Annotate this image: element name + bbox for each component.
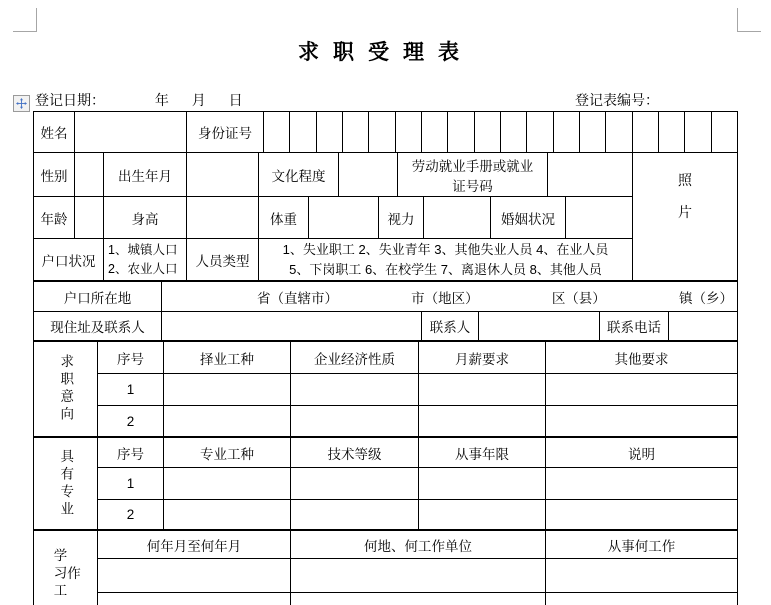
birth-label: 出生年月 <box>104 153 187 197</box>
other-req-input-cell[interactable] <box>546 406 738 438</box>
table-move-handle[interactable] <box>13 95 30 112</box>
person-type-options-cell[interactable] <box>259 239 633 282</box>
contact-input-cell[interactable] <box>479 312 600 342</box>
employment-cert-label: 劳动就业手册或就业证号码 <box>398 153 548 197</box>
job-intent-header-row <box>98 342 738 374</box>
history-row-2-partial <box>98 593 738 605</box>
name-input-cell[interactable] <box>75 112 187 153</box>
crop-mark-top-right-vertical <box>737 8 738 32</box>
id-digit-cell[interactable] <box>369 112 395 153</box>
hukou-option-1: 1、城镇人口 <box>108 242 178 257</box>
move-arrows-icon <box>16 98 27 109</box>
personal-info-block <box>34 112 738 282</box>
reg-number-label: 登记表编号： <box>575 92 659 108</box>
salary-input-cell[interactable] <box>419 374 546 406</box>
application-form-table <box>33 111 738 605</box>
birth-input-cell[interactable] <box>187 153 259 197</box>
district-label: 区（县） <box>551 290 606 306</box>
day-label: 日 <box>228 92 243 108</box>
page-title: 求职受理表 <box>298 41 473 64</box>
job-intent-row-1 <box>98 374 738 406</box>
id-digit-cell[interactable] <box>290 112 316 153</box>
row-number: 1 <box>98 374 164 406</box>
work-done-input-cell[interactable] <box>546 593 738 605</box>
row-number: 2 <box>98 500 164 531</box>
occupation-input-cell[interactable] <box>164 374 291 406</box>
hukou-options-cell[interactable] <box>104 239 187 282</box>
history-section <box>34 531 738 605</box>
height-label: 身高 <box>104 197 187 239</box>
job-intent-section <box>34 342 738 438</box>
marital-input-cell[interactable] <box>566 197 633 239</box>
col-header-place-unit: 何地、何工作单位 <box>291 531 546 559</box>
profession-header-row <box>98 438 738 468</box>
years-input-cell[interactable] <box>419 500 546 531</box>
phone-input-cell[interactable] <box>669 312 738 342</box>
employment-cert-input-cell[interactable] <box>548 153 633 197</box>
profession-row-2 <box>98 500 738 531</box>
job-intent-row-2 <box>98 406 738 438</box>
col-header-occupation: 择业工种 <box>164 342 291 374</box>
enterprise-nature-input-cell[interactable] <box>291 374 419 406</box>
work-done-input-cell[interactable] <box>546 559 738 593</box>
place-unit-input-cell[interactable] <box>291 559 546 593</box>
id-digit-cell[interactable] <box>501 112 527 153</box>
crop-mark-top-left-horizontal <box>13 31 37 32</box>
tech-grade-input-cell[interactable] <box>291 468 419 500</box>
enterprise-nature-input-cell[interactable] <box>291 406 419 438</box>
notes-input-cell[interactable] <box>546 468 738 500</box>
year-label: 年 <box>154 92 169 108</box>
gender-input-cell[interactable] <box>75 153 104 197</box>
id-digit-cell[interactable] <box>606 112 632 153</box>
tech-grade-input-cell[interactable] <box>291 500 419 531</box>
height-input-cell[interactable] <box>187 197 259 239</box>
id-digit-cell[interactable] <box>580 112 606 153</box>
gender-label: 性别 <box>34 153 75 197</box>
notes-input-cell[interactable] <box>546 500 738 531</box>
contact-label: 联系人 <box>422 312 479 342</box>
row-address-contact <box>34 312 738 342</box>
id-digit-cell[interactable] <box>422 112 448 153</box>
row-number: 1 <box>98 468 164 500</box>
registration-date-line <box>35 90 243 110</box>
id-digit-cell[interactable] <box>448 112 474 153</box>
city-label: 市（地区） <box>411 290 479 306</box>
id-digit-cell[interactable] <box>554 112 580 153</box>
marital-label: 婚姻状况 <box>491 197 566 239</box>
reg-date-label: 登记日期： <box>35 92 105 108</box>
province-label: 省（直辖市） <box>257 290 338 306</box>
education-label: 文化程度 <box>259 153 339 197</box>
hukou-location-label: 户口所在地 <box>34 282 162 312</box>
month-label: 月 <box>191 92 206 108</box>
profession-row-1 <box>98 468 738 500</box>
profession-section-label: 具有专业 <box>34 438 98 531</box>
person-type-line-2: 5、下岗职工 6、在校学生 7、离退休人员 8、其他人员 <box>289 261 602 277</box>
id-number-label: 身份证号 <box>187 112 264 153</box>
town-label: 镇（乡） <box>678 290 733 306</box>
vision-label: 视力 <box>379 197 424 239</box>
col-header-other-req: 其他要求 <box>546 342 738 374</box>
history-section-label: 学习工作 <box>34 531 98 605</box>
history-row-1 <box>98 559 738 593</box>
history-header-row <box>98 531 738 559</box>
job-intent-section-label: 求职意向 <box>34 342 98 438</box>
age-label: 年龄 <box>34 197 75 239</box>
col-header-tech-grade: 技术等级 <box>291 438 419 468</box>
id-digit-cell[interactable] <box>527 112 553 153</box>
hukou-location-input-cell[interactable] <box>162 282 738 312</box>
years-input-cell[interactable] <box>419 468 546 500</box>
vision-input-cell[interactable] <box>424 197 491 239</box>
weight-label: 体重 <box>259 197 309 239</box>
person-type-line-1: 1、失业职工 2、失业青年 3、其他失业人员 4、在业人员 <box>282 241 609 257</box>
occupation-input-cell[interactable] <box>164 406 291 438</box>
col-header-prof-occupation: 专业工种 <box>164 438 291 468</box>
address-input-cell[interactable] <box>162 312 422 342</box>
period-input-cell[interactable] <box>98 559 291 593</box>
hukou-status-label: 户口状况 <box>34 239 104 282</box>
col-header-seq: 序号 <box>98 438 164 468</box>
col-header-period: 何年月至何年月 <box>98 531 291 559</box>
col-header-notes: 说明 <box>546 438 738 468</box>
period-input-cell[interactable] <box>98 593 291 605</box>
prof-occupation-input-cell[interactable] <box>164 468 291 500</box>
other-req-input-cell[interactable] <box>546 374 738 406</box>
profession-section <box>34 438 738 531</box>
weight-input-cell[interactable] <box>309 197 379 239</box>
hukou-option-2: 2、农业人口 <box>108 261 178 276</box>
id-digit-cell[interactable] <box>317 112 343 153</box>
photo-label-char-2: 片 <box>678 204 692 220</box>
col-header-years: 从事年限 <box>419 438 546 468</box>
crop-mark-top-right-horizontal <box>737 31 761 32</box>
place-unit-input-cell[interactable] <box>291 593 546 605</box>
id-digit-cell[interactable] <box>264 112 290 153</box>
id-digit-cell[interactable] <box>396 112 422 153</box>
col-header-salary: 月薪要求 <box>419 342 546 374</box>
education-input-cell[interactable] <box>339 153 398 197</box>
row-number: 2 <box>98 406 164 438</box>
row-hukou-location <box>34 282 738 312</box>
person-type-label: 人员类型 <box>187 239 259 282</box>
photo-cell[interactable] <box>633 112 738 282</box>
col-header-enterprise-nature: 企业经济性质 <box>291 342 419 374</box>
name-label: 姓名 <box>34 112 75 153</box>
age-input-cell[interactable] <box>75 197 104 239</box>
col-header-work-done: 从事何工作 <box>546 531 738 559</box>
prof-occupation-input-cell[interactable] <box>164 500 291 531</box>
crop-mark-top-left-vertical <box>36 8 37 32</box>
photo-label-char-1: 照 <box>678 172 692 188</box>
address-label: 现住址及联系人 <box>34 312 162 342</box>
phone-label: 联系电话 <box>600 312 669 342</box>
col-header-seq: 序号 <box>98 342 164 374</box>
id-digit-cell[interactable] <box>343 112 369 153</box>
id-digit-cell[interactable] <box>475 112 501 153</box>
salary-input-cell[interactable] <box>419 406 546 438</box>
